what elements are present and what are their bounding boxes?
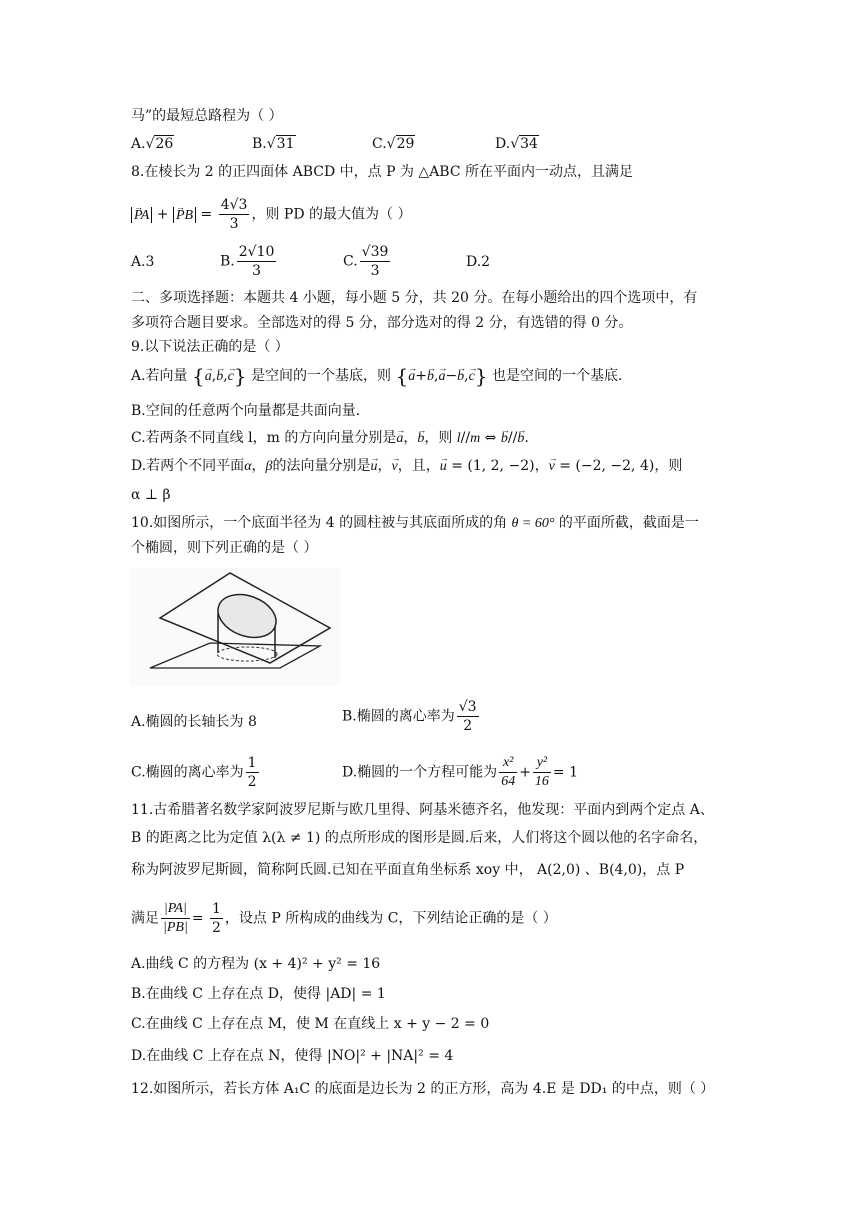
section2-instructions: 多项符合题目要求。全部选对的得 5 分，部分选对的得 2 分，有选错的得 0 分。 [131,315,633,331]
q7-option-b: B.√31 [252,136,295,152]
q7-option-c: C.√29 [372,136,415,152]
q8-condition: → PA + → PB = $\frac{4√3}{3}$ ，则 PD 的最大值为（ ） [131,196,411,233]
q11-line1: 11.古希腊著名数学家阿波罗尼斯与欧几里得、阿基米德齐名，他发现：平面内到两个定点 A、 [131,802,714,818]
q11-line2: B 的距离之比为定值 λ(λ ≠ 1) 的点所形成的图形是圆.后来，人们将这个圆以他的名字命名， [131,830,708,846]
q10-option-d: D.椭圆的一个方程可能为 $\frac{\text{x²}}{64}$ + $\frac{\text{y²}}{16}$ = 1 [342,755,579,789]
q10-option-a: A.椭圆的长轴长为 8 [131,714,257,730]
q8-stem: 8.在棱长为 2 的正四面体 ABCD 中，点 P 为 △ABC 所在平面内一动点，且满足 [131,164,634,180]
q11-option-a: A.曲线 C 的方程为 (x + 4)² + y² = 16 [131,956,381,972]
q9-option-d: D.若两个不同平面α，β的法向量分别是→ u，→ v，且，→ u = (1, 2, −2)，→ v = (−2, −2, 4)，则 [131,456,682,477]
q8-option-c: C. $\frac{√39}{3}$ [343,244,389,279]
q7-option-d: D.√34 [495,136,538,152]
q9-option-d-conclusion: α ⊥ β [131,487,171,503]
q12-stem: 12.如图所示，若长方体 A₁C 的底面是边长为 2 的正方形，高为 4.E 是 DD₁ 的中点，则（ ） [131,1081,715,1097]
q8-option-d: D.2 [466,254,491,270]
q10-stem-line1: 10.如图所示，一个底面半径为 4 的圆柱被与其底面所成的角 θ = 60° 的平面所截，截面是一 [131,515,699,531]
q10-cylinder-figure [130,568,340,686]
q10-stem-line2: 个椭圆，则下列正确的是（ ） [131,540,318,556]
q10-option-c: C.椭圆的离心率为 $\frac{1}{2}$ [131,755,257,790]
q7-stem-tail: 马”的最短总路程为（ ） [131,108,283,124]
q9-option-c: C.若两条不同直线 l，m 的方向向量分别是→ a，→ b，则 l//m ⇔ → b//→ b. [131,428,529,449]
q8-option-b: B. $\frac{2√10}{3}$ [220,244,275,279]
q9-option-b: B.空间的任意两个向量都是共面向量. [131,403,361,419]
q11-option-b: B.在曲线 C 上存在点 D，使得 |AD| = 1 [131,986,386,1002]
section2-heading: 二、多项选择题：本题共 4 小题，每小题 5 分，共 20 分。在每小题给出的四个选项中，有 [131,290,698,306]
q10-option-b: B.椭圆的离心率为 $\frac{√3}{2}$ [342,699,477,734]
q11-line3: 称为阿波罗尼斯圆，简称阿氏圆.已知在平面直角坐标系 xoy 中， A(2,0) 、B(4,0)，点 P [131,862,685,878]
q7-option-a: A.√26 [131,136,174,152]
q11-option-c: C.在曲线 C 上存在点 M，使 M 在直线上 x + y − 2 = 0 [131,1016,490,1032]
q9-option-a: A.若向量 {→ a,→ b,→ c} 是空间的一个基底，则 {→ a+→ b,→ a−→ b,→ c} 也是空间的一个基底. [131,366,622,387]
q11-line4: 满足 $\frac{|PA|}{|PB|}$ = $\frac{1}{2}$ ，设点 P 所构成的曲线为 C，下列结论正确的是（ ） [131,901,557,936]
q8-option-a: A.3 [131,254,155,270]
q11-option-d: D.在曲线 C 上存在点 N，使得 |NO|² + |NA|² = 4 [131,1048,454,1064]
q9-stem: 9.以下说法正确的是（ ） [131,339,289,355]
